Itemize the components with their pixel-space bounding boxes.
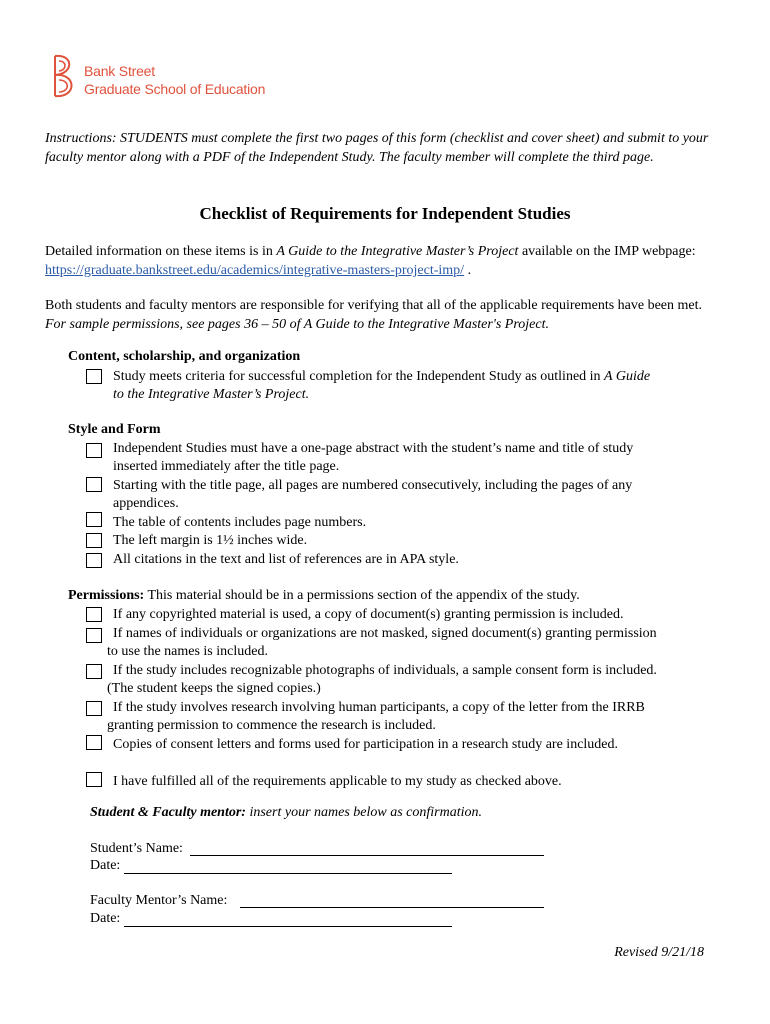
instructions: Instructions: STUDENTS must complete the first two pages of this form (checklist and cover sheet) and submit to your faculty mentor along with a PDF of the Independent Study. The faculty member will complete the third page. xyxy=(45,131,709,165)
style-checkbox-1[interactable] xyxy=(86,443,102,458)
imp-webpage-link[interactable]: https://graduate.bankstreet.edu/academics/integrative-masters-project-imp/ xyxy=(45,263,465,278)
mentor-date-field[interactable] xyxy=(124,926,452,927)
permissions-checkbox-2[interactable] xyxy=(86,628,102,643)
style-item-1-line1: Independent Studies must have a one-page abstract with the student’s name and title of study xyxy=(113,441,634,456)
content-checkbox-1[interactable] xyxy=(86,369,102,384)
mentor-date-label: Date: xyxy=(90,911,121,926)
mentor-name-field[interactable] xyxy=(240,907,544,908)
style-item-2-line2: appendices. xyxy=(113,496,179,511)
responsibility-italic: For sample permissions, see pages 36 – 50 of A Guide to the Integrative Master's Project. xyxy=(45,317,549,332)
intro-text-after: available on the IMP webpage: xyxy=(518,244,696,259)
signature-note-bold: Student & Faculty mentor: xyxy=(90,805,246,820)
style-item-5: All citations in the text and list of references are in APA style. xyxy=(113,552,459,567)
confirmation-checkbox[interactable] xyxy=(86,772,102,787)
style-item-4: The left margin is 1½ inches wide. xyxy=(113,533,308,548)
style-heading: Style and Form xyxy=(68,422,161,437)
style-checkbox-2[interactable] xyxy=(86,477,102,492)
style-checkbox-4[interactable] xyxy=(86,533,102,548)
style-item-3: The table of contents includes page numbers. xyxy=(113,515,367,530)
permissions-checkbox-4[interactable] xyxy=(86,701,102,716)
permissions-intro: Permissions: This material should be in a permissions section of the appendix of the study. xyxy=(68,588,580,603)
guide-title: A Guide to the Integrative Master’s Project xyxy=(276,244,519,259)
style-checkbox-3[interactable] xyxy=(86,512,102,527)
permissions-checkbox-1[interactable] xyxy=(86,607,102,622)
confirmation-text: I have fulfilled all of the requirements applicable to my study as checked above. xyxy=(113,774,562,789)
student-name-field[interactable] xyxy=(190,855,544,856)
permissions-item-5: Copies of consent letters and forms used for participation in a research study are included. xyxy=(113,737,619,752)
mentor-name-label: Faculty Mentor’s Name: xyxy=(90,893,228,908)
intro-end: . xyxy=(464,263,472,278)
logo-name-line2: Graduate School of Education xyxy=(84,81,266,97)
bank-street-b-icon xyxy=(50,52,80,100)
permissions-item-2-line2: to use the names is included. xyxy=(107,644,268,659)
permissions-item-1: If any copyrighted material is used, a copy of document(s) granting permission is included. xyxy=(113,607,624,622)
style-checkbox-5[interactable] xyxy=(86,553,102,568)
permissions-checkbox-3[interactable] xyxy=(86,664,102,679)
intro-paragraph xyxy=(45,242,715,280)
student-date-field[interactable] xyxy=(124,873,452,874)
content-item-1-line1: Study meets criteria for successful completion for the Independent Study as outlined in A Guide xyxy=(113,369,651,384)
student-date-label: Date: xyxy=(90,858,121,873)
logo-name-line1: Bank Street xyxy=(84,63,155,79)
student-name-label: Student’s Name: xyxy=(90,841,183,856)
permissions-checkbox-5[interactable] xyxy=(86,735,102,750)
bank-street-logo xyxy=(50,52,280,100)
content-item-1-line2: to the Integrative Master’s Project. xyxy=(113,387,310,402)
style-item-1-line2: inserted immediately after the title page. xyxy=(113,459,340,474)
signature-note: Student & Faculty mentor: insert your names below as confirmation. xyxy=(90,805,483,820)
permissions-heading: Permissions: xyxy=(68,588,145,603)
permissions-item-4-line2: granting permission to commence the research is included. xyxy=(107,718,436,733)
revision-date: Revised 9/21/18 xyxy=(614,945,704,960)
responsibility-text: Both students and faculty mentors are responsible for verifying that all of the applicable requirements have been met. xyxy=(45,298,703,313)
permissions-item-3-line1: If the study includes recognizable photographs of individuals, a sample consent form is included. xyxy=(113,663,657,678)
permissions-item-4-line1: If the study involves research involving human participants, a copy of the letter from the IRRB xyxy=(113,700,645,715)
page-title: Checklist of Requirements for Independent Studies xyxy=(199,204,571,223)
permissions-item-2-line1: If names of individuals or organizations are not masked, signed document(s) granting permission xyxy=(113,626,657,641)
intro-text: Detailed information on these items is in xyxy=(45,244,277,259)
responsibility-paragraph xyxy=(45,296,715,334)
style-item-2-line1: Starting with the title page, all pages are numbered consecutively, including the pages of any xyxy=(113,478,633,493)
content-heading: Content, scholarship, and organization xyxy=(68,349,301,364)
permissions-item-3-line2: (The student keeps the signed copies.) xyxy=(107,681,321,696)
